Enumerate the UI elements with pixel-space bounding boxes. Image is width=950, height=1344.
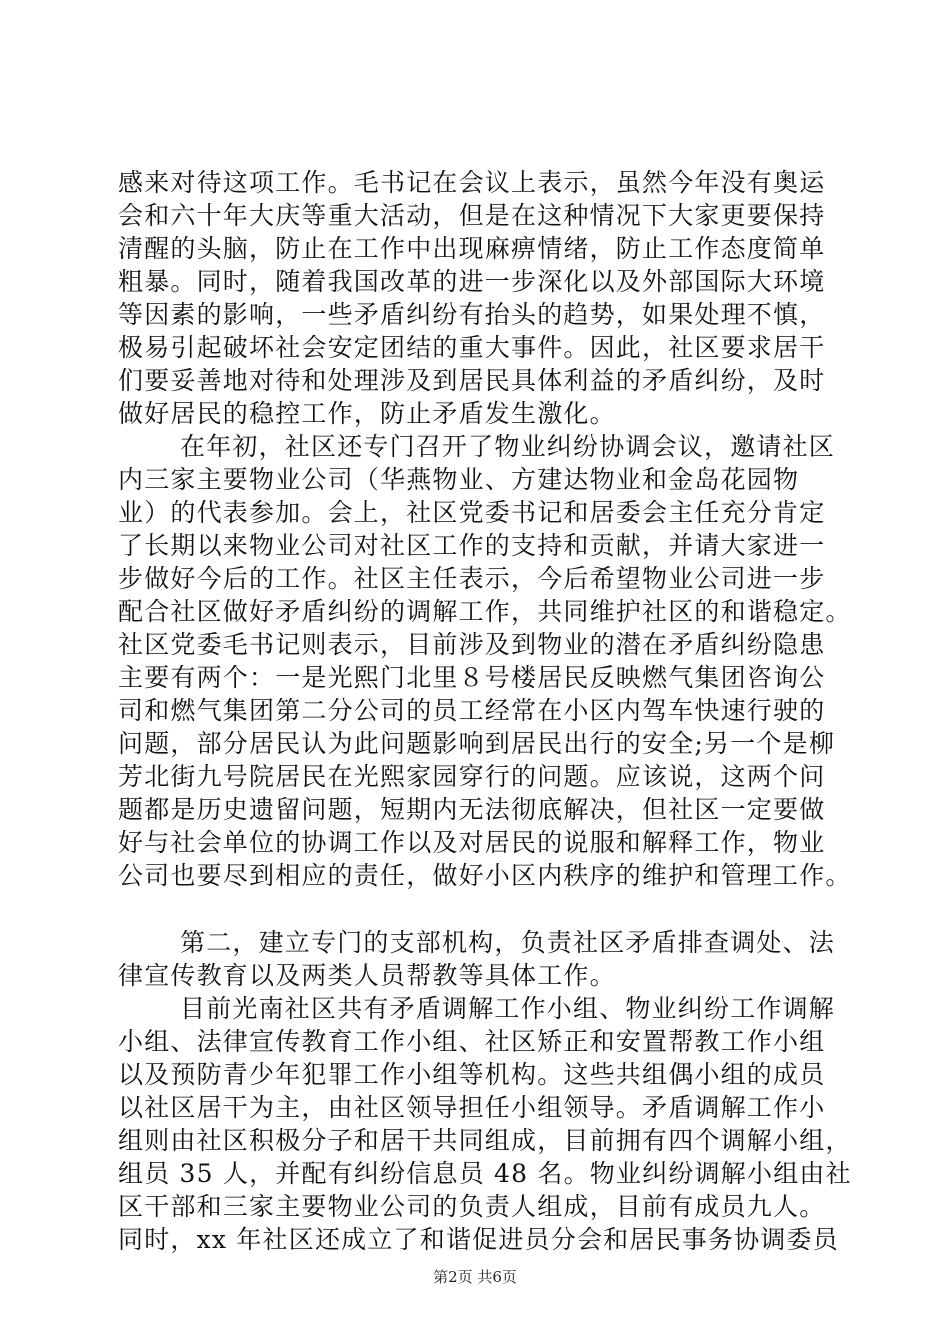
text-line: 以及预防青少年犯罪工作小组等机构。这些共组偶小组的成员 bbox=[118, 1060, 826, 1089]
text-line: 目前光南社区共有矛盾调解工作小组、物业纠纷工作调解 bbox=[180, 994, 836, 1023]
text-line: 清醒的头脑，防止在工作中出现麻痹情绪，防止工作态度简单 bbox=[118, 234, 826, 263]
text-line: 业）的代表参加。会上，社区党委书记和居委会主任充分肯定 bbox=[118, 498, 826, 527]
text-line: 好与社会单位的协调工作以及对居民的说服和解释工作，物业 bbox=[118, 828, 826, 857]
text-line: 以社区居干为主，由社区领导担任小组领导。矛盾调解工作小 bbox=[118, 1093, 826, 1122]
text-line: 们要妥善地对待和处理涉及到居民具体利益的矛盾纠纷，及时 bbox=[118, 366, 826, 395]
text-line: 极易引起破坏社会安定团结的重大事件。因此，社区要求居干 bbox=[118, 333, 826, 362]
text-line: 会和六十年大庆等重大活动，但是在这种情况下大家更要保持 bbox=[118, 201, 826, 230]
text-line: 组则由社区积极分子和居干共同组成，目前拥有四个调解小组， bbox=[118, 1126, 852, 1155]
text-line: 题都是历史遗留问题，短期内无法彻底解决，但社区一定要做 bbox=[118, 795, 826, 824]
text-line: 问题，部分居民认为此问题影响到居民出行的安全;另一个是柳 bbox=[118, 729, 836, 758]
text-line: 粗暴。同时，随着我国改革的进一步深化以及外部国际大环境 bbox=[118, 267, 826, 296]
text-line: 芳北街九号院居民在光熙家园穿行的问题。应该说，这两个问 bbox=[118, 762, 826, 791]
text-line: 同时，xx 年社区还成立了和谐促进员分会和居民事务协调委员 bbox=[118, 1225, 839, 1254]
text-line: 公司也要尽到相应的责任，做好小区内秩序的维护和管理工作。 bbox=[118, 861, 852, 890]
text-line: 等因素的影响，一些矛盾纠纷有抬头的趋势，如果处理不慎， bbox=[118, 300, 826, 329]
text-line: 司和燃气集团第二分公司的员工经常在小区内驾车快速行驶的 bbox=[118, 696, 826, 725]
page-footer: 第2页 共6页 bbox=[433, 1268, 517, 1286]
text-line: 区干部和三家主要物业公司的负责人组成，目前有成员九人。 bbox=[118, 1192, 826, 1221]
text-line: 律宣传教育以及两类人员帮教等具体工作。 bbox=[118, 961, 616, 990]
text-line: 第二，建立专门的支部机构，负责社区矛盾排查调处、法 bbox=[180, 928, 836, 957]
text-line: 内三家主要物业公司（华燕物业、方建达物业和金岛花园物 bbox=[118, 465, 800, 494]
text-line: 主要有两个：一是光熙门北里８号楼居民反映燃气集团咨询公 bbox=[118, 663, 826, 692]
text-line: 社区党委毛书记则表示，目前涉及到物业的潜在矛盾纠纷隐患 bbox=[118, 630, 826, 659]
text-line: 了长期以来物业公司对社区工作的支持和贡献，并请大家进一 bbox=[118, 531, 826, 560]
text-line: 配合社区做好矛盾纠纷的调解工作，共同维护社区的和谐稳定。 bbox=[118, 597, 852, 626]
text-line: 感来对待这项工作。毛书记在会议上表示，虽然今年没有奥运 bbox=[118, 168, 826, 197]
text-line: 步做好今后的工作。社区主任表示，今后希望物业公司进一步 bbox=[118, 564, 826, 593]
text-line: 小组、法律宣传教育工作小组、社区矫正和安置帮教工作小组 bbox=[118, 1027, 826, 1056]
text-line: 做好居民的稳控工作，防止矛盾发生激化。 bbox=[118, 399, 616, 428]
text-line: 组员 35 人，并配有纠纷信息员 48 名。物业纠纷调解小组由社 bbox=[118, 1159, 852, 1188]
text-line: 在年初，社区还专门召开了物业纠纷协调会议，邀请社区 bbox=[180, 432, 836, 461]
